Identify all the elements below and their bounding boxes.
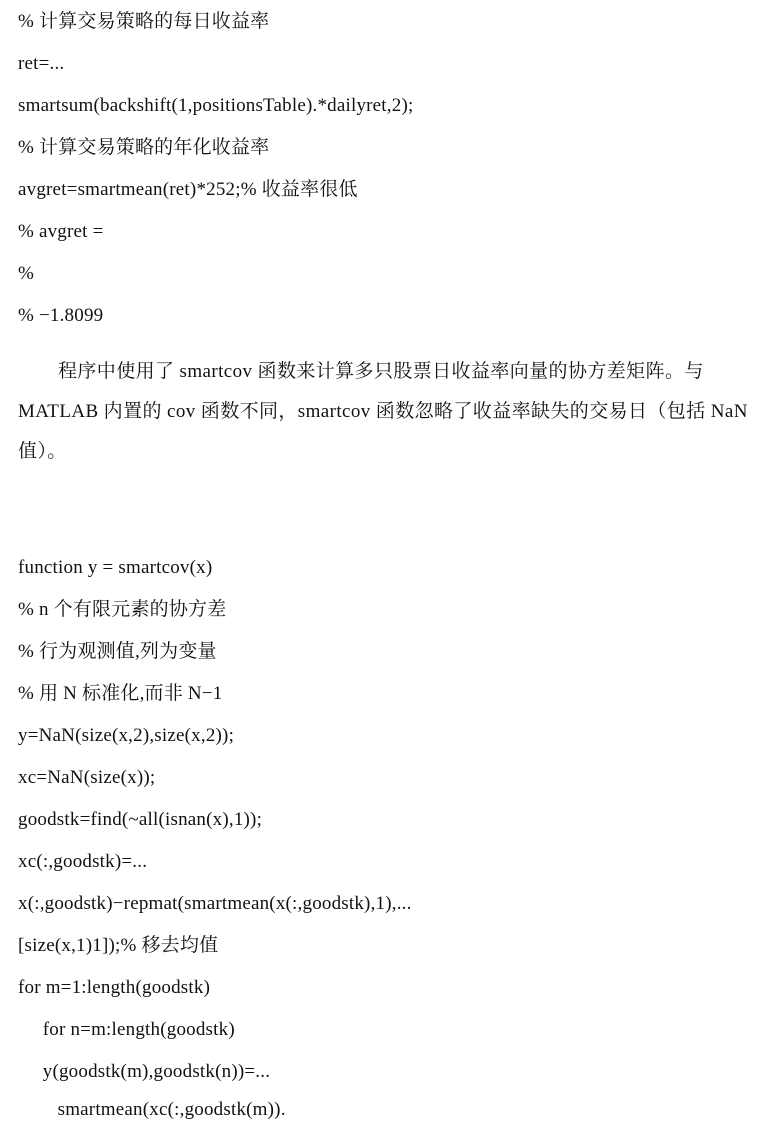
code-line: % 用 N 标准化,而非 N−1 bbox=[18, 683, 223, 704]
code-line: smartsum(backshift(1,positionsTable).*dailyret,2); bbox=[18, 95, 414, 116]
code-line: for n=m:length(goodstk) bbox=[18, 1019, 235, 1040]
code-line: goodstk=find(~all(isnan(x),1)); bbox=[18, 809, 263, 830]
code-line: x(:,goodstk)−repmat(smartmean(x(:,goodstk),1),... bbox=[18, 893, 412, 914]
code-line: xc=NaN(size(x)); bbox=[18, 767, 156, 788]
code-line: % 行为观测值,列为变量 bbox=[18, 641, 217, 662]
code-line: ret=... bbox=[18, 53, 65, 74]
code-line: % −1.8099 bbox=[18, 305, 104, 326]
code-line: function y = smartcov(x) bbox=[18, 557, 213, 578]
code-line: % 计算交易策略的年化收益率 bbox=[18, 137, 270, 158]
code-line: % n 个有限元素的协方差 bbox=[18, 599, 227, 620]
code-line: y=NaN(size(x,2),size(x,2)); bbox=[18, 725, 235, 746]
paragraph-text: 程序中使用了 smartcov 函数来计算多只股票日收益率向量的协方差矩阵。与 MATLAB 内置的 cov 函数不同，smartcov 函数忽略了收益率缺失的交易日（包括 NaN 值）。 bbox=[18, 361, 748, 462]
code-line: xc(:,goodstk)=... bbox=[18, 851, 148, 872]
code-line: % bbox=[18, 263, 35, 284]
code-line: [size(x,1)1]);% 移去均值 bbox=[18, 935, 219, 956]
code-line: % 计算交易策略的每日收益率 bbox=[18, 11, 270, 32]
code-line: for m=1:length(goodstk) bbox=[18, 977, 211, 998]
body-paragraph bbox=[18, 352, 748, 472]
code-line: smartmean(xc(:,goodstk(m)). bbox=[18, 1099, 286, 1120]
code-line: avgret=smartmean(ret)*252;% 收益率很低 bbox=[18, 179, 358, 200]
code-line: y(goodstk(m),goodstk(n))=... bbox=[18, 1061, 271, 1082]
code-line: % avgret = bbox=[18, 221, 104, 242]
